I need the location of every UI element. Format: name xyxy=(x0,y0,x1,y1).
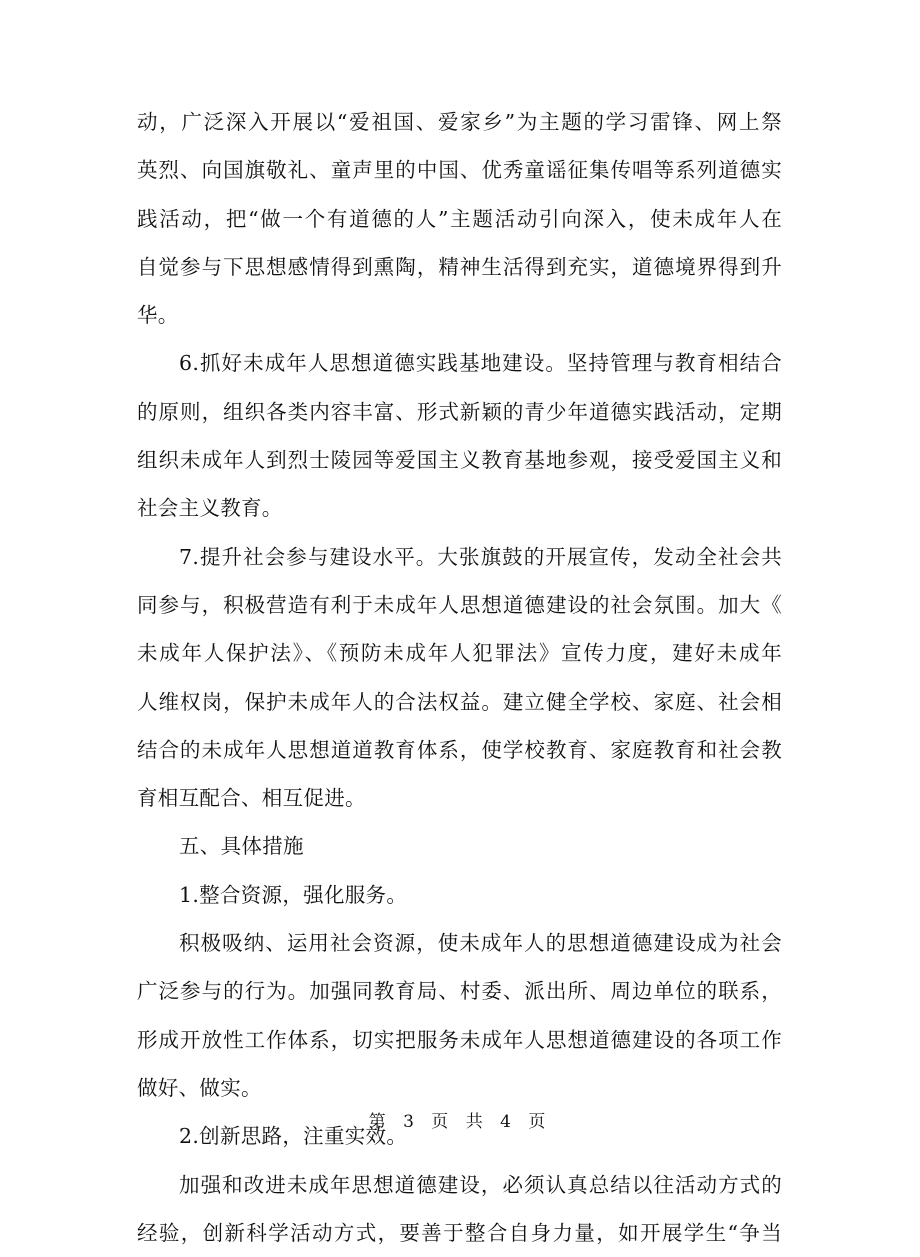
subsection-heading: 2.创新思路，注重实效。 xyxy=(179,1124,408,1149)
text-line: 做好、做实。 xyxy=(137,1075,262,1100)
text-line: 组织未成年人到烈士陵园等爱国主义教育基地参观，接受爱国主义和 xyxy=(137,448,782,473)
text-line: 形成开放性工作体系，切实把服务未成年人思想道德建设的各项工作 xyxy=(137,1027,782,1052)
text-line: 未成年人保护法》、《预防未成年人犯罪法》宣传力度，建好未成年 xyxy=(137,641,782,666)
text-line: 广泛参与的行为。加强同教育局、村委、派出所、周边单位的联系， xyxy=(137,979,782,1004)
section-heading: 五、具体措施 xyxy=(179,834,304,859)
text-line: 英烈、向国旗敬礼、童声里的中国、优秀童谣征集传唱等系列道德实 xyxy=(137,158,782,183)
text-line: 经验，创新科学活动方式，要善于整合自身力量，如开展学生“争当 xyxy=(137,1220,782,1245)
text-line: 人维权岗，保护未成年人的合法权益。建立健全学校、家庭、社会相 xyxy=(137,689,782,714)
text-line: 7.提升社会参与建设水平。大张旗鼓的开展宣传，发动全社会共 xyxy=(179,544,782,569)
text-line: 6.抓好未成年人思想道德实践基地建设。坚持管理与教育相结合 xyxy=(179,351,782,376)
text-line: 同参与，积极营造有利于未成年人思想道德建设的社会氛围。加大《 xyxy=(137,592,782,617)
text-line: 自觉参与下思想感情得到熏陶，精神生活得到充实，道德境界得到升 xyxy=(137,254,782,279)
text-line: 的原则，组织各类内容丰富、形式新颖的青少年道德实践活动，定期 xyxy=(137,399,782,424)
text-line: 华。 xyxy=(137,303,179,328)
text-line: 积极吸纳、运用社会资源，使未成年人的思想道德建设成为社会 xyxy=(179,931,782,956)
text-line: 加强和改进未成年思想道德建设，必须认真总结以往活动方式的 xyxy=(179,1172,782,1197)
text-line: 践活动，把“做一个有道德的人”主题活动引向深入，使未成年人在 xyxy=(137,206,782,231)
text-line: 结合的未成年人思想道道教育体系，使学校教育、家庭教育和社会教 xyxy=(137,737,782,762)
document-body xyxy=(137,98,782,1257)
page-number-footer: 第 3 页 共 4 页 xyxy=(368,1112,552,1132)
subsection-heading: 1.整合资源，强化服务。 xyxy=(179,882,408,907)
text-line: 育相互配合、相互促进。 xyxy=(137,786,366,811)
text-line: 动，广泛深入开展以“爱祖国、爱家乡”为主题的学习雷锋、网上祭 xyxy=(137,110,782,134)
text-line: 社会主义教育。 xyxy=(137,496,283,521)
